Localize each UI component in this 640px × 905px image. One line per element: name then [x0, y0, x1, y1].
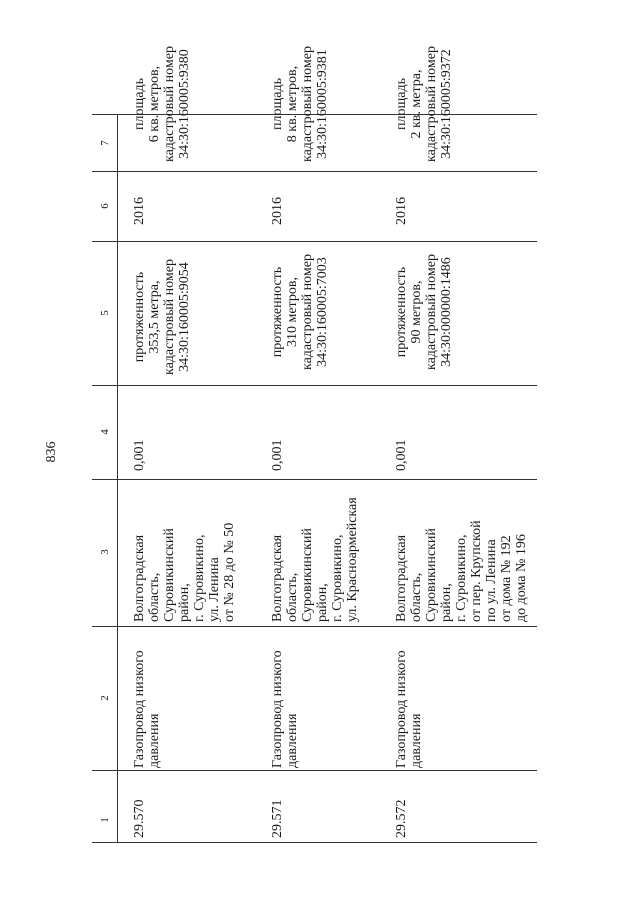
- object-name: Газопровод низкого давления: [394, 650, 424, 768]
- row-number: 29.572: [394, 799, 409, 838]
- column-divider: [92, 171, 537, 172]
- column-number: 6: [98, 203, 111, 209]
- object-value: 0,001: [132, 439, 147, 471]
- object-length: протяженность 90 метров, кадастровый номер 34:30:000000:1486: [394, 254, 454, 370]
- object-area: площадь 2 кв. метра, кадастровый номер 34:30:160005:9372: [394, 46, 454, 162]
- column-number: 7: [98, 140, 111, 146]
- column-number: 5: [98, 310, 111, 316]
- object-address: Волгоградская область, Суровикинский район, г. Суровикино, ул. Ленина от № 28 до № 50: [132, 522, 237, 622]
- column-number: 3: [98, 549, 111, 555]
- object-name: Газопровод низкого давления: [132, 650, 162, 768]
- object-year: 2016: [394, 197, 409, 225]
- column-divider: [92, 479, 537, 480]
- row-number: 29.571: [270, 799, 285, 838]
- table-left-border: [117, 114, 118, 842]
- object-address: Волгоградская область, Суровикинский район, г. Суровикино, от пер. Крупской по ул. Ленина от дома № 192 до дома № 196: [394, 520, 529, 622]
- object-value: 0,001: [270, 439, 285, 471]
- column-divider: [92, 770, 537, 771]
- object-address: Волгоградская область, Суровикинский район, г. Суровикино, ул. Красноармейская: [270, 497, 360, 622]
- column-number: 4: [98, 429, 111, 435]
- object-name: Газопровод низкого давления: [270, 650, 300, 768]
- object-length: протяженность 310 метров, кадастровый номер 34:30:160005:7003: [270, 254, 330, 370]
- page-number-text: 836: [44, 441, 59, 463]
- column-divider: [92, 842, 537, 843]
- column-divider: [92, 626, 537, 627]
- column-number: 2: [98, 695, 111, 701]
- object-year: 2016: [270, 197, 285, 225]
- object-year: 2016: [132, 197, 147, 225]
- page-number: [42, 437, 62, 467]
- column-divider: [92, 385, 537, 386]
- row-number: 29.570: [132, 799, 147, 838]
- object-value: 0,001: [394, 439, 409, 471]
- object-area: площадь 6 кв. метров, кадастровый номер 34:30:160005:9380: [132, 46, 192, 162]
- column-number: 1: [98, 817, 111, 823]
- object-length: протяженность 353,5 метра, кадастровый номер 34:30:160005:9054: [132, 259, 192, 375]
- object-area: площадь 8 кв. метров, кадастровый номер 34:30:160005:9381: [270, 46, 330, 162]
- column-divider: [92, 241, 537, 242]
